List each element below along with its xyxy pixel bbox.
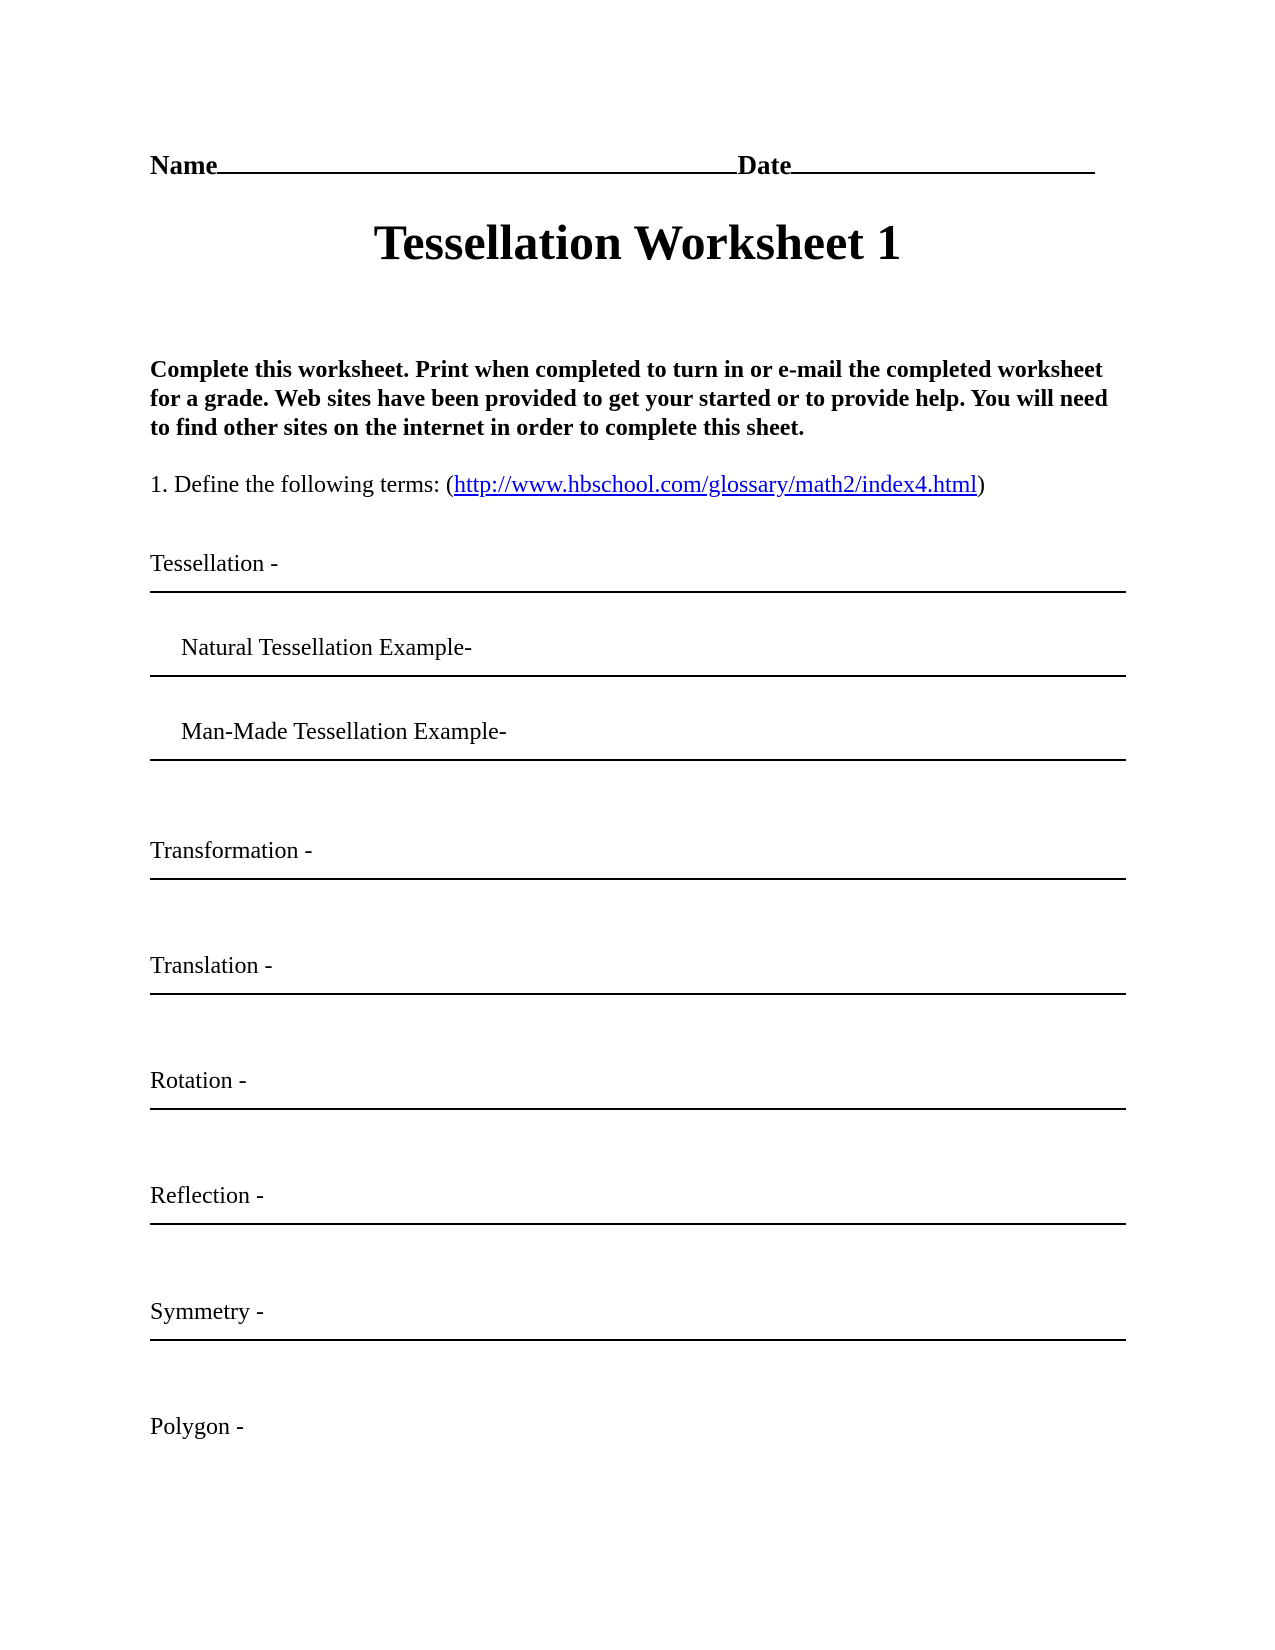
page-title: Tessellation Worksheet 1 xyxy=(373,214,902,270)
glossary-link[interactable]: http://www.hbschool.com/glossary/math2/index4.html xyxy=(453,472,978,498)
term-symmetry: Symmetry - xyxy=(150,1299,264,1325)
answer-line-symmetry[interactable] xyxy=(150,1339,1126,1341)
term-reflection: Reflection - xyxy=(150,1183,264,1209)
question-1-close: ) xyxy=(977,472,986,498)
name-label: Name xyxy=(150,150,218,180)
answer-line-reflection[interactable] xyxy=(150,1223,1126,1225)
term-rotation: Rotation - xyxy=(150,1068,247,1094)
date-label: Date xyxy=(737,150,792,180)
question-1-text: 1. Define the following terms: ( xyxy=(150,472,454,498)
term-translation: Translation - xyxy=(150,953,273,979)
answer-line-tessellation[interactable] xyxy=(150,591,1126,593)
date-blank[interactable] xyxy=(791,148,1095,174)
name-blank[interactable] xyxy=(217,148,737,174)
answer-line-transformation[interactable] xyxy=(150,878,1126,880)
term-tessellation: Tessellation - xyxy=(150,551,279,577)
term-polygon: Polygon - xyxy=(150,1414,245,1440)
answer-line-man-made-example[interactable] xyxy=(150,759,1126,761)
answer-line-translation[interactable] xyxy=(150,993,1126,995)
answer-line-rotation[interactable] xyxy=(150,1108,1126,1110)
answer-line-natural-example[interactable] xyxy=(150,675,1126,677)
instructions-paragraph: Complete this worksheet. Print when completed to turn in or e-mail the completed worksheet for a grade. Web sites have been provided to get your started or to provide help. You will need to find other sites on the internet in order to complete this sheet. xyxy=(150,357,1108,441)
term-transformation: Transformation - xyxy=(150,838,313,864)
term-man-made-tessellation-example: Man-Made Tessellation Example- xyxy=(181,719,507,745)
term-natural-tessellation-example: Natural Tessellation Example- xyxy=(181,635,473,661)
name-date-header xyxy=(150,148,1095,182)
question-1 xyxy=(150,470,985,500)
